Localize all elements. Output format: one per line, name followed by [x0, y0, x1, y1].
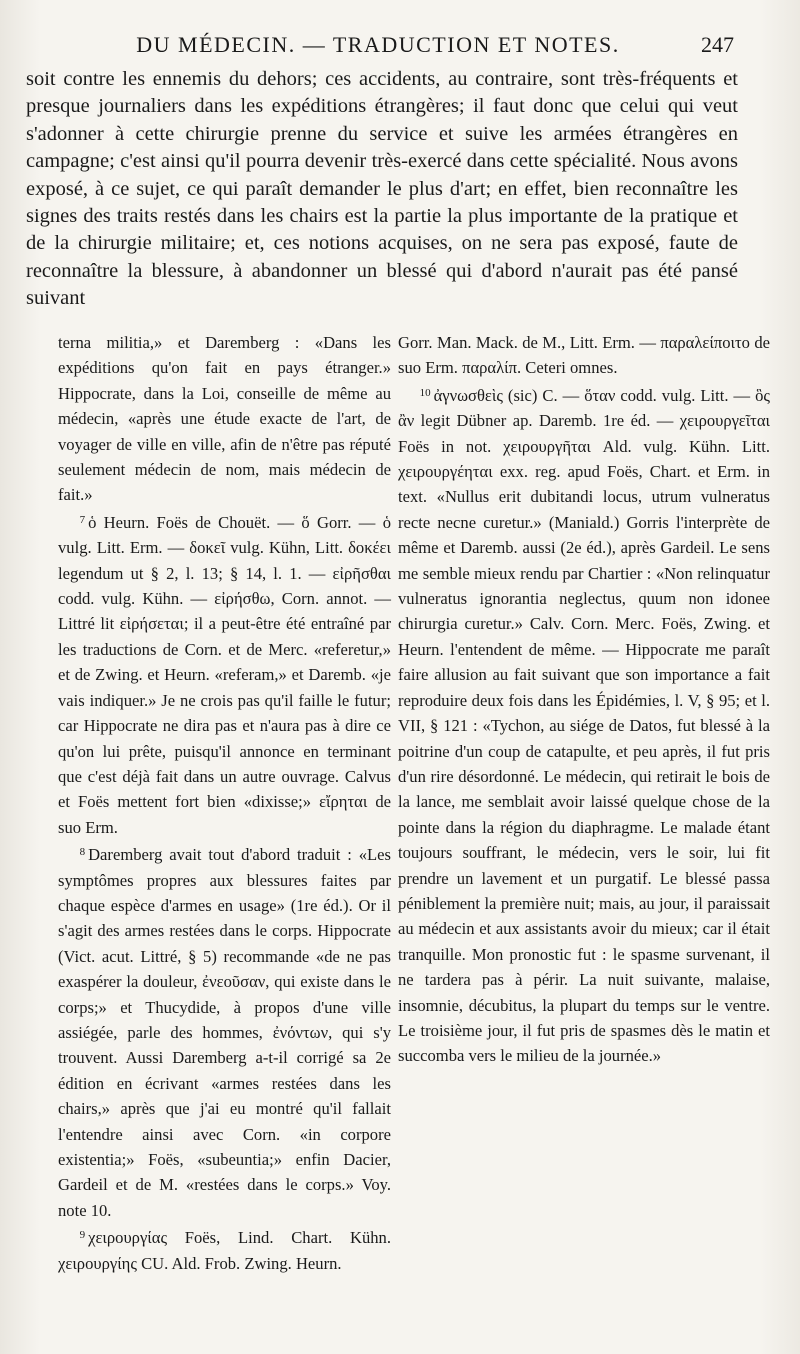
note-continuation: terna militia,» et Daremberg : «Dans les expéditions qu'on fait en pays étranger.» Hippocrate, dans la Loi, conseille de même au médecin, «après une étude exacte de l'art, de voyager de ville en ville, afin de n'être pas réputé seulement médecin de nom, mais médecin de fait.»	[58, 333, 391, 505]
footnote-number: 8	[79, 846, 86, 859]
footnote-7	[58, 508, 391, 840]
notes-left-column	[58, 330, 391, 1276]
running-title: DU MÉDECIN. — TRADUCTION ET NOTES.	[136, 32, 620, 57]
footnote-number: 7	[79, 513, 86, 526]
footnote-text: ἀγνωσθεὶς (sic) C. — ὅταν codd. vulg. Litt. — ὃς ἂν legit Dübner ap. Daremb. 1re éd. — χειρουργεῖται Foës in not. χειρουργῆται Ald. vulg. Kühn. Litt. χειρουργέηται exx. reg. apud Foës, Chart. et Erm. in text. «Nullus erit dubitandi locus, utrum vulneratus recte necne curetur.» (Maniald.) Gorris l'interprète de même et Daremb. aussi (2e éd.), après Gardeil. Le sens me semble mieux rendu par Chartier : «Non relinquatur vulneratus ignorantia neglectus, quum non idonee chirurgia curetur.» Calv. Corn. Merc. Foës, Zwing. et Heurn. l'entendent de même. — Hippocrate me paraît faire allusion au fait suivant que son importance a fait reproduire deux fois dans les Épidémies, l. V, § 95; et l. VII, § 121 : «Tychon, au siége de Datos, fut blessé à la poitrine d'un coup de catapulte, et peu après, il fut pris d'un rire désordonné. Le médecin, qui retirait le bois de la lance, me semblait avoir laissé quelque chose de la pointe dans la région du diaphragme. Le malade étant toujours souffrant, le médecin, vers le soir, lui fit prendre un lavement et un purgatif. Le blessé passa péniblement la première nuit; mais, au jour, il paraissait au médecin et aux assistants avoir du mieux; car il était tranquille. Mon pronostic fut : le spasme survenant, il ne tardera pas à périr. La nuit suivante, malaise, insomnie, décubitus, la plupart du temps sur le ventre. Le troisième jour, il fut pris de spasmes dès le matin et succomba vers le milieu de la journée.»	[398, 385, 770, 1066]
footnote-text: ὁ Heurn. Foës de Chouët. — ὅ Gorr. — ὁ vulg. Litt. Erm. — δοκεῖ vulg. Kühn, Litt. δοκέει legendum ut § 2, l. 13; § 14, l. 1. — εἰρῆσθαι codd. vulg. Kühn. — εἰρήσθω, Corn. annot. — Littré lit εἰρήσεται; il a peut-être été entraîné par les traductions de Corn. et de Merc. «referetur,» et de Zwing. et Heurn. «referam,» et Daremb. «je vais indiquer.» Je ne crois pas qu'il faille le futur; car Hippocrate ne dira pas et n'aura pas à dire ce qu'on lui prête, puisqu'il annonce en terminant que c'est déjà fait dans un autre ouvrage. Calvus et Foës mettent fort bien «dixisse;» εἴρηται de suo Erm.	[58, 512, 391, 837]
notes-right-column	[398, 330, 770, 1069]
footnote-8	[58, 840, 391, 1223]
footnote-text: χειρουργίας Foës, Lind. Chart. Kühn. χειρουργίης CU. Ald. Frob. Zwing. Heurn.	[58, 1228, 391, 1273]
footnote-number: 9	[79, 1229, 86, 1242]
footnote-text: Daremberg avait tout d'abord traduit : «Les symptômes propres aux blessures faites par chaque espèce d'armes en usage» (1re éd.). Or il s'agit des armes restées dans le corps. Hippocrate (Vict. acut. Littré, § 5) recommande «de ne pas exaspérer la douleur, ἐνεοῦσαν, qui existe dans le corps;» et Thucydide, à propos d'une ville assiégée, parle des hommes, ἐνόντων, qui s'y trouvent. Aussi Daremberg a-t-il corrigé sa 2e édition en écrivant «armes restées dans les chairs,» après que j'ai eu montré qu'il fallait l'entendre ainsi avec Corn. «in corpore existentia;» Foës, «subeuntia;» enfin Dacier, Gardeil et de M. «restées dans le corps.» Voy. note 10.	[58, 845, 391, 1220]
main-body-text	[26, 66, 738, 313]
note-continuation: Gorr. Man. Mack. de M., Litt. Erm. — παραλείποιτο de suo Erm. παραλίπ. Ceteri omnes.	[398, 333, 770, 378]
page-header	[22, 30, 734, 60]
footnote-10	[398, 381, 770, 1069]
main-paragraph: soit contre les ennemis du dehors; ces accidents, au contraire, sont très-fréquents et presque journaliers dans les expéditions étrangères; il faut donc que celui qui veut s'adonner à cette chirurgie prenne du service et suive les armées étrangères en campagne; c'est ainsi qu'il pourra devenir très-exercé dans cette spécialité. Nous avons exposé, à ce sujet, ce qui paraît demander le plus d'art; en effet, bien reconnaître les signes des traits restés dans les chairs est la partie la plus importante de la pratique et de la chirurgie militaire; et, ces notions acquises, on ne sera pas exposé, faute de reconnaître la blessure, à abandonner un blessé qui d'abord n'aurait pas été pansé suivant	[26, 68, 738, 310]
footnote-number: 10	[419, 386, 431, 399]
page-number: 247	[701, 32, 734, 57]
footnote-9	[58, 1223, 391, 1276]
